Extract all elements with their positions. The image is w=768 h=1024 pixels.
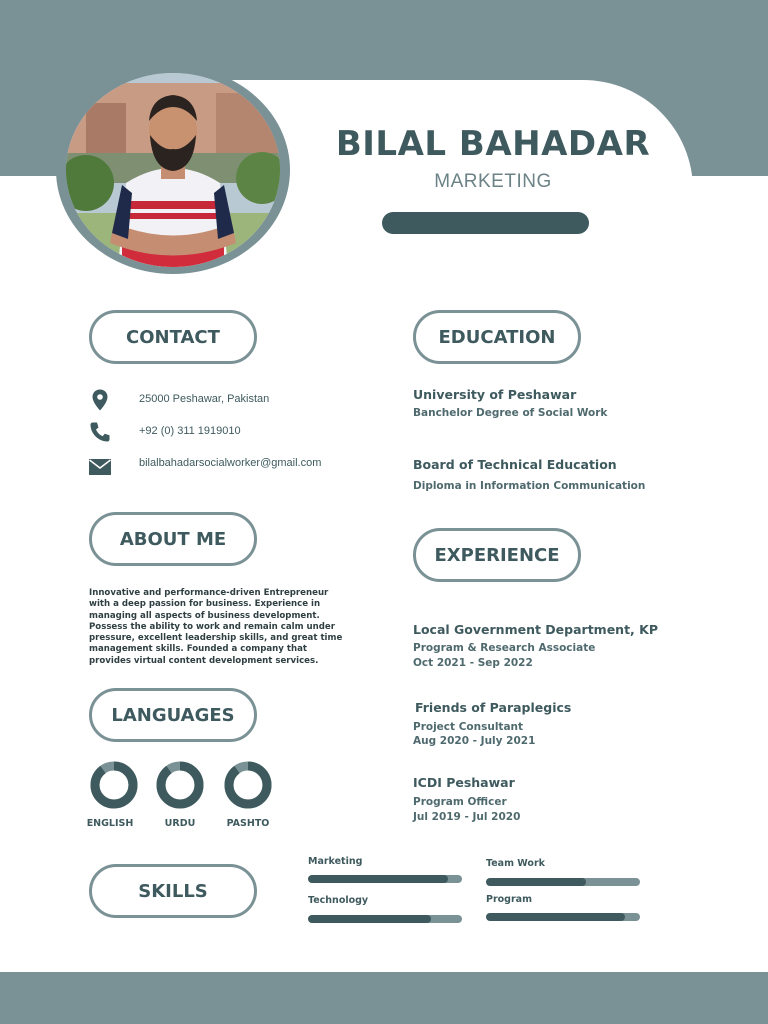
skill-bar-fill xyxy=(486,913,625,921)
experience-dates: Aug 2020 - July 2021 xyxy=(413,735,536,747)
education-school: University of Peshawar xyxy=(413,387,577,402)
experience-title: Program Officer xyxy=(413,796,507,808)
skills-heading: SKILLS xyxy=(89,864,257,918)
experience-heading: EXPERIENCE xyxy=(413,528,581,582)
education-degree: Banchelor Degree of Social Work xyxy=(413,407,608,419)
profile-photo xyxy=(66,73,280,267)
languages-heading: LANGUAGES xyxy=(89,688,257,742)
skill-bar-fill xyxy=(486,878,586,886)
language-level: 90% xyxy=(236,777,260,789)
person-name: BILAL BAHADAR xyxy=(335,124,651,164)
education-heading: EDUCATION xyxy=(413,310,581,364)
mail-icon xyxy=(88,455,112,479)
experience-title: Program & Research Associate xyxy=(413,642,596,654)
language-name-pashto: PASHTO xyxy=(226,818,270,829)
skill-bar-fill xyxy=(308,915,431,923)
skill-bar-technology xyxy=(308,915,462,923)
about-heading: ABOUT ME xyxy=(89,512,257,566)
skill-bar-marketing xyxy=(308,875,462,883)
experience-dates: Oct 2021 - Sep 2022 xyxy=(413,657,533,669)
about-text: Innovative and performance-driven Entrepreneur with a deep passion for business. Experience in managing all aspects of business development. Possess the ability to work and remain calm under pressure, excellent leadership skills, and great time management skills. Founded a company that provides virtual content development services. xyxy=(89,588,343,666)
contact-phone: +92 (0) 311 1919010 xyxy=(139,425,241,437)
language-gauge-english xyxy=(89,760,139,810)
skill-bar-program xyxy=(486,913,640,921)
contact-address: 25000 Peshawar, Pakistan xyxy=(139,393,270,405)
language-name-english: ENGLISH xyxy=(86,818,134,829)
contact-heading: CONTACT xyxy=(89,310,257,364)
location-pin-icon xyxy=(88,388,112,412)
experience-org: Friends of Paraplegics xyxy=(415,700,572,715)
experience-dates: Jul 2019 - Jul 2020 xyxy=(413,811,521,823)
experience-org: Local Government Department, KP xyxy=(413,622,659,637)
skill-label-program: Program xyxy=(486,894,532,905)
contact-email: bilalbahadarsocialworker@gmail.com xyxy=(139,457,322,469)
language-level: 90% xyxy=(168,777,192,789)
language-gauge-pashto xyxy=(223,760,273,810)
name-underline-bar xyxy=(382,212,589,234)
experience-title: Project Consultant xyxy=(413,721,524,733)
skill-bar-team-work xyxy=(486,878,640,886)
person-role: MARKETING xyxy=(434,171,552,192)
experience-org: ICDI Peshawar xyxy=(413,775,515,790)
skill-bar-fill xyxy=(308,875,448,883)
language-name-urdu: URDU xyxy=(164,818,196,829)
skill-label-marketing: Marketing xyxy=(308,856,363,867)
education-degree: Diploma in Information Communication xyxy=(413,480,646,492)
language-gauge-urdu xyxy=(155,760,205,810)
skill-label-technology: Technology xyxy=(308,895,369,906)
language-level: 90% xyxy=(102,777,126,789)
footer-band xyxy=(0,972,768,1024)
education-school: Board of Technical Education xyxy=(413,457,617,472)
skill-label-team-work: Team Work xyxy=(486,858,545,869)
phone-icon xyxy=(88,420,112,444)
